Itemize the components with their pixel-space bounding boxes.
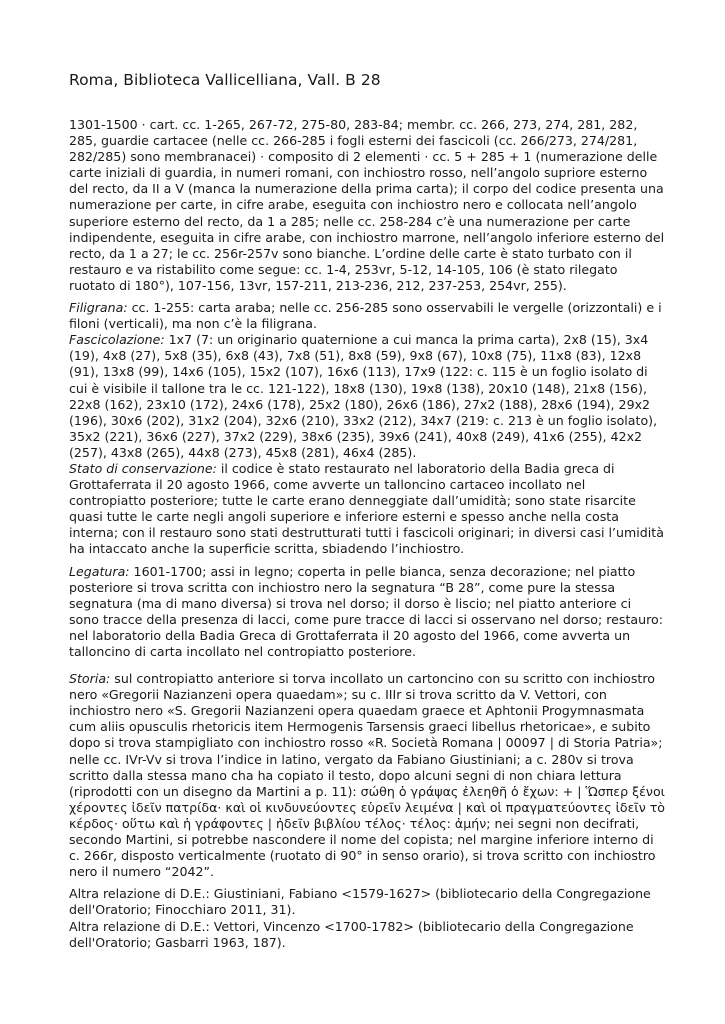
- filigrana-paragraph: [69, 300, 665, 332]
- legatura-text: 1601-1700; assi in legno; coperta in pelle bianca, senza decorazione; nel piatto posteriore si trova scritta con inchiostro nero la segnatura “B 28”, come pure la stessa segnatura (ma di mano diversa) si trova nel dorso; il dorso è liscio; nel piatto anteriore ci sono tracce della presenza di lacci, come pure tracce di lacci si osservano nel dorso; restauro: nel laboratorio della Badia Greca di Grottaferrata il 20 agosto del 1966, come avverta un talloncino di carta incollato nel contropiatto posteriore.: [69, 563, 663, 659]
- stato-text: il codice è stato restaurato nel laboratorio della Badia greca di Grottaferrata il 20 agosto 1966, come avverte un talloncino cartaceo incollato nel contropiatto posteriore; tutte le carte erano denneggiate dall’umidità; sono state risarcite quasi tutte le carte negli angoli superiore e inferiore esterni e spesso anche nella costa interna; con il restauro sono stati destrutturati tutti i fascicoli originari; in diversi casi l’umidità ha intaccato anche la superficie scritta, sbiadendo l’inchiostro.: [69, 460, 664, 557]
- fascicolazione-paragraph: [69, 332, 665, 461]
- stato-label: Stato di conservazione:: [69, 460, 217, 476]
- filigrana-text: cc. 1-255: carta araba; nelle cc. 256-285 sono osservabili le vergelle (orizzontali) e i filoni (verticali), ma non c’è la filigrana.: [69, 300, 662, 332]
- page-title: Roma, Biblioteca Vallicelliana, Vall. B 28: [69, 71, 381, 89]
- storia-paragraph: [69, 671, 665, 880]
- legatura-label: Legatura:: [69, 563, 130, 579]
- relazione-1: Altra relazione di D.E.: Giustiniani, Fabiano <1579-1627> (bibliotecario della Congregazione dell'Oratorio; Finocchiaro 2011, 31).: [69, 886, 651, 918]
- stato-paragraph: [69, 461, 665, 558]
- filigrana-label: Filigrana:: [69, 300, 128, 316]
- fascicolazione-label: Fascicolazione:: [69, 332, 165, 348]
- storia-label: Storia:: [69, 671, 111, 687]
- legatura-paragraph: [69, 564, 665, 661]
- storia-text: sul contropiatto anteriore si torva incollato un cartoncino con su scritto con inchiostro nero «Gregorii Nazianzeni opera quaedam»; su c. IIIr si trova scritto da V. Vettori, con inchiostro nero «S. Gregorii Nazianzeni opera quaedam graece et Aphtonii Progymnasmata cum aliis opusculis rhetoricis item Hermogenis Tarsensis graeci libellus rhetoricae», e subito dopo si trova stampigliato con inchiostro rosso «R. Società Romana | 00097 | di Storia Patria»; nelle cc. IVr-Vv si trova l’indice in latino, vergato da Fabiano Giustiniani; a c. 280v si trova scritto dalla stessa mano cha ha copiato il testo, dopo alcuni segni di non chiara lettura (riprodotti con un disegno da Martini a p. 11): σώθη ὁ γράψας ἐλεηθῆ ὁ ἔχων: + | Ὥσπερ ξένοι χέροντες ἰδεῖν πατρίδα· καὶ οἱ κινδυνεύοντες εὑρεῖν λειμένα | καὶ οἱ πραγματεύοντες ἰδεῖν τὸ κέρδος· οὕτω καὶ ἡ γράφοντες | ἠδεῖν βιβλίου τέλος· τέλος: ἀμήν; nei segni non decifrati, secondo Martini, si potrebbe nascondere il nome del copista; nel margine inferiore interno di c. 266r, disposto verticalmente (ruotato di 90° in senso orario), si trova scritto con inchiostro nero il numero “2042”.: [69, 671, 666, 880]
- relazione-2: Altra relazione di D.E.: Vettori, Vincenzo <1700-1782> (bibliotecario della Congregazione dell'Oratorio; Gasbarri 1963, 187).: [69, 918, 634, 950]
- physical-description: 1301-1500 · cart. cc. 1-265, 267-72, 275-80, 283-84; membr. cc. 266, 273, 274, 281, 282, 285, guardie cartacee (nelle cc. 266-285 i fogli esterni dei fascicoli (cc. 266/273, 274/281, 282/285) sono membranacei) · composito di 2 elementi · cc. 5 + 285 + 1 (numerazione delle carte iniziali di guardia, in numeri romani, con inchiostro rosso, nell’angolo supriore esterno del recto, da II a V (manca la numerazione della prima carta); il corpo del codice presenta una numerazione per carte, in cifre arabe, eseguita con inchiostro nero e collocata nell’angolo superiore esterno del recto, da 1 a 285; nelle cc. 258-284 c’è una numerazione per carte indipendente, eseguita in cifre arabe, con inchiostro marrone, nell’angolo inferiore esterno del recto, da 1 a 27; le cc. 256r-257v sono bianche. L’ordine delle carte è stato turbato con il restauro e va ristabilito come segue: cc. 1-4, 253vr, 5-12, 14-105, 106 (è stato rilegato ruotato di 180°), 107-156, 13vr, 157-211, 213-236, 212, 237-253, 254vr, 255).: [69, 117, 665, 293]
- fascicolazione-text: 1x7 (7: un originario quaternione a cui manca la prima carta), 2x8 (15), 3x4 (19), 4x8 (27), 5x8 (35), 6x8 (43), 7x8 (51), 8x8 (59), 9x8 (67), 10x8 (75), 11x8 (83), 12x8 (91), 13x8 (99), 14x6 (105), 15x2 (107), 16x6 (113), 17x9 (122: c. 115 è un foglio isolato di cui è visibile il tallone tra le cc. 121-122), 18x8 (130), 19x8 (138), 20x10 (148), 21x8 (156), 22x8 (162), 23x10 (172), 24x6 (178), 25x2 (180), 26x6 (186), 27x2 (188), 28x6 (194), 29x2 (196), 30x6 (202), 31x2 (204), 32x6 (210), 33x2 (212), 34x7 (219: c. 213 è un foglio isolato), 35x2 (221), 36x6 (227), 37x2 (229), 38x6 (235), 39x6 (241), 40x8 (249), 41x6 (255), 42x2 (257), 43x8 (265), 44x8 (273), 45x8 (281), 46x4 (285).: [69, 332, 658, 460]
